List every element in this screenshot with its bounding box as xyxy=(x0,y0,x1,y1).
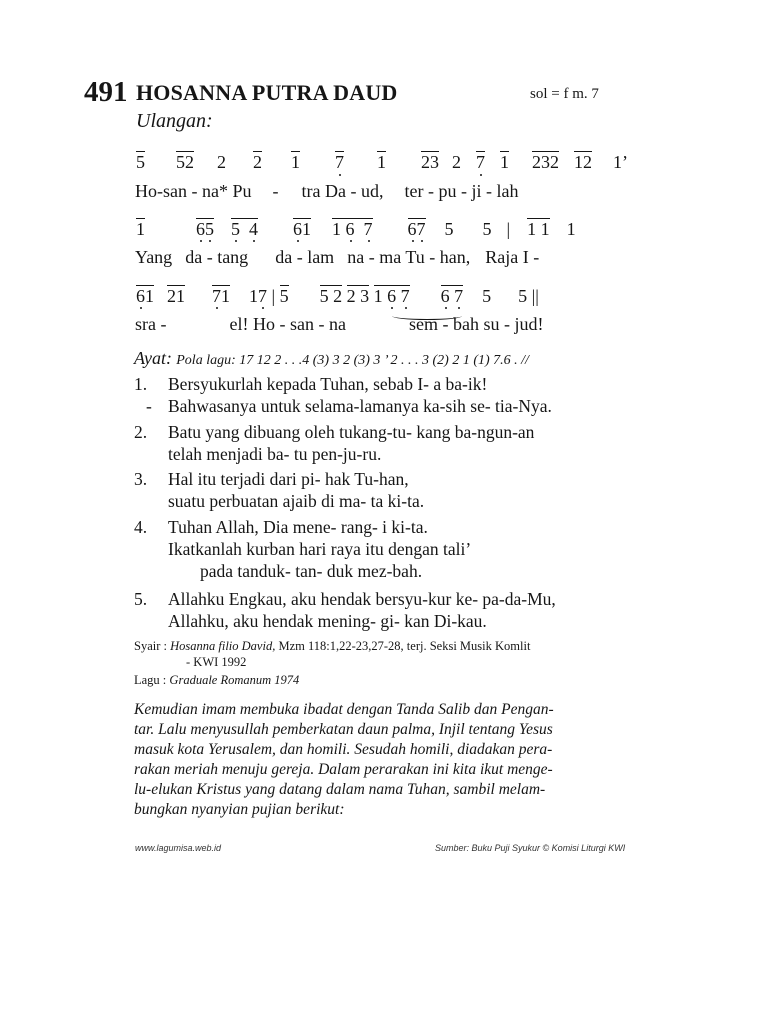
note: 1 xyxy=(136,219,145,239)
ayat-pattern: Pola lagu: 17 12 2 . . .4 (3) 3 2 (3) 3 ’ 2 . . . 3 (2) 2 1 (1) 7.6 . // xyxy=(176,353,529,368)
note: 1 xyxy=(373,286,383,306)
rubric-line: rakan meriah menuju gereja. Dalam perarakan ini kita ikut menge- xyxy=(134,761,553,778)
barline: | xyxy=(506,219,511,239)
hymn-title: HOSANNA PUTRA DAUD xyxy=(136,80,398,105)
lyric: - xyxy=(318,314,325,334)
note: 6 xyxy=(345,219,355,239)
verse-2 xyxy=(134,421,534,465)
lyric: tra xyxy=(301,181,321,201)
verse-text: Bahwasanya untuk selama-lamanya ka-sih se- tia-Nya. xyxy=(168,396,552,416)
lyric: - xyxy=(368,247,375,267)
refrain-notes-line-3 xyxy=(136,286,539,307)
note-group xyxy=(421,152,439,173)
note: 2 xyxy=(346,286,356,306)
rubric-line: masuk kota Yerusalem, dan homili. Sesudah homili, diadakan pera- xyxy=(134,741,553,758)
note: 2 xyxy=(217,152,226,172)
verse-line xyxy=(134,468,424,490)
verse-line xyxy=(134,395,552,417)
lyric: ji xyxy=(471,181,482,201)
verse-3 xyxy=(134,468,424,512)
note: 7 xyxy=(335,152,344,172)
note: 1 xyxy=(145,286,154,306)
refrain-lyrics-line-1 xyxy=(135,181,519,202)
note-group xyxy=(408,219,426,240)
lyric: - xyxy=(533,247,540,267)
lyric: lam xyxy=(307,247,335,267)
note-group xyxy=(441,286,464,307)
key-signature: sol = f m. 7 xyxy=(530,86,599,102)
verse-4 xyxy=(134,516,471,582)
note: 5 xyxy=(444,219,454,239)
note: 6 xyxy=(136,286,145,306)
lyric: Ho-san xyxy=(135,181,187,201)
lyric: - xyxy=(272,181,279,201)
note: 2 xyxy=(253,152,262,172)
note: 5 xyxy=(231,219,240,239)
lyric: na xyxy=(347,247,365,267)
verse-line: telah menjadi ba- tu pen-ju-ru. xyxy=(168,444,382,464)
lyric: - xyxy=(429,247,436,267)
credits-syair xyxy=(134,639,530,654)
note: 5 xyxy=(518,286,528,306)
note-group xyxy=(176,152,194,173)
lyric: Pu xyxy=(232,181,252,201)
note: 5 xyxy=(176,152,185,172)
note: 5 xyxy=(319,286,329,306)
note: 1’ xyxy=(613,152,628,172)
syair-source: Mzm 118:1,22-23,27-28, terj. Seksi Musik Komlit xyxy=(278,639,531,653)
note: 1 xyxy=(249,286,258,306)
note: 6 xyxy=(440,286,450,306)
lyric: ma xyxy=(379,247,402,267)
lyric: - xyxy=(206,247,213,267)
note: 2 xyxy=(167,286,176,306)
note: 7 xyxy=(258,286,267,306)
verse-number: 2. xyxy=(134,422,148,442)
note-group xyxy=(231,219,258,240)
note: 7 xyxy=(476,152,485,172)
lyric: I xyxy=(522,247,529,267)
verse-5 xyxy=(134,588,556,632)
verse-number: 1. xyxy=(134,374,148,394)
note-group xyxy=(212,286,230,307)
lyric: Yang xyxy=(135,247,173,267)
note: 5 xyxy=(482,286,492,306)
note: 6 xyxy=(293,219,302,239)
rubric-paragraph xyxy=(134,700,634,820)
lyric: ter xyxy=(404,181,424,201)
lyric: ud, xyxy=(361,181,384,201)
lyric: el! xyxy=(229,314,249,334)
footer-source: Sumber: Buku Puji Syukur © Komisi Liturgi KWI xyxy=(435,843,626,853)
note: 1 xyxy=(527,219,537,239)
lyric: - xyxy=(427,181,434,201)
note-group xyxy=(167,286,185,307)
lyric: - xyxy=(350,181,357,201)
rubric-line: bungkan nyanyian pujian berikut: xyxy=(134,801,345,818)
lyric: pu xyxy=(438,181,457,201)
note: 2 xyxy=(452,152,461,172)
note: 3 xyxy=(430,152,439,172)
lyric: Da xyxy=(325,181,346,201)
hymn-number: 491 xyxy=(84,76,128,108)
credits-lagu xyxy=(134,673,299,688)
verse-line xyxy=(134,588,556,610)
lyric: da xyxy=(185,247,203,267)
lyric: - xyxy=(160,314,167,334)
barline: | xyxy=(271,286,276,306)
lyric: jud! xyxy=(514,314,544,334)
note: 2 xyxy=(583,152,592,172)
verse-text: Batu yang dibuang oleh tukang-tu- kang ba-ngun-an xyxy=(168,422,535,442)
lyric: san xyxy=(289,314,314,334)
refrain-notes-line-1 xyxy=(136,152,628,173)
note: 1 xyxy=(332,219,341,239)
note: 5 xyxy=(205,219,214,239)
lyric: - xyxy=(191,181,198,201)
note: 1 xyxy=(377,152,386,172)
credits-syair-cont xyxy=(186,655,246,670)
final-barline: || xyxy=(531,286,539,306)
lyric: Ho xyxy=(252,314,275,334)
lyric: - xyxy=(296,247,303,267)
lyric: - xyxy=(504,314,510,334)
note-group: 232 xyxy=(532,152,559,172)
note: 1 xyxy=(566,219,576,239)
lyric: bah xyxy=(452,314,479,334)
rubric-line: Kemudian imam membuka ibadat dengan Tanda Salib dan Pengan- xyxy=(134,701,554,718)
verse-line xyxy=(134,516,471,538)
lyric: Tu xyxy=(405,247,425,267)
note-group xyxy=(136,286,154,307)
verse-line: suatu perbuatan ajaib di ma- ta ki-ta. xyxy=(168,491,425,511)
note: 6 xyxy=(196,219,205,239)
lyric: - xyxy=(486,181,492,201)
note-group xyxy=(196,219,214,240)
note: 7 xyxy=(400,286,410,306)
note: 7 xyxy=(363,219,373,239)
verse-text: Hal itu terjadi dari pi- hak Tu-han, xyxy=(168,469,409,489)
lyric: sra xyxy=(135,314,156,334)
syair-title: Hosanna filio David, xyxy=(170,639,276,653)
verse-1 xyxy=(134,373,552,417)
note: 7 xyxy=(416,219,426,239)
verse-line xyxy=(134,373,552,395)
lagu-year: 1974 xyxy=(274,673,300,687)
lyric: - xyxy=(442,314,449,334)
section-label-ulangan: Ulangan: xyxy=(136,110,213,132)
verse-mark: - xyxy=(146,396,152,416)
verse-number: 5. xyxy=(134,589,148,609)
note: 1 xyxy=(302,219,311,239)
note-group xyxy=(332,219,373,240)
note: 1 xyxy=(540,219,550,239)
lagu-label: Lagu : xyxy=(134,673,167,687)
verse-line: Ikatkanlah kurban hari raya itu dengan tali’ xyxy=(168,539,472,559)
note: 1 xyxy=(574,152,583,172)
refrain-notes-line-2 xyxy=(136,219,576,240)
lyric: sem xyxy=(408,314,438,334)
note: 2 xyxy=(421,152,430,172)
ayat-line xyxy=(134,348,529,369)
refrain-lyrics-line-2 xyxy=(135,247,539,268)
lyric: - xyxy=(279,314,286,334)
verse-line: Allahku, aku hendak mening- gi- kan Di-kau. xyxy=(168,611,487,631)
note: 5 xyxy=(482,219,492,239)
rubric-line: tar. Lalu menyusullah pemberkatan daun palma, Injil tentang Yesus xyxy=(134,721,553,738)
note-group xyxy=(527,219,550,240)
note: 1 xyxy=(500,152,509,172)
rubric-line: lu-elukan Kristus yang datang dalam nama Tuhan, sambil melam- xyxy=(134,781,546,798)
note: 7 xyxy=(454,286,464,306)
note: 2 xyxy=(185,152,194,172)
lyric: Raja xyxy=(485,247,519,267)
verse-text: Allahku Engkau, aku hendak bersyu-kur ke- pa-da-Mu, xyxy=(168,589,556,609)
ayat-label: Ayat: xyxy=(134,348,172,368)
note: 2 xyxy=(333,286,343,306)
note-group xyxy=(374,286,410,307)
note: 6 xyxy=(407,219,417,239)
lyric: na xyxy=(328,314,346,334)
footer-website: www.lagumisa.web.id xyxy=(135,843,222,853)
note-group xyxy=(320,286,343,307)
lyric: tang xyxy=(217,247,249,267)
note: 7 xyxy=(212,286,221,306)
lagu-title: Graduale Romanum xyxy=(169,673,272,687)
lyric: na* xyxy=(202,181,228,201)
verse-text: Tuhan Allah, Dia mene- rang- i ki-ta. xyxy=(168,517,428,537)
note: 5 xyxy=(279,286,289,306)
verse-number: 4. xyxy=(134,517,148,537)
refrain-lyrics-line-3 xyxy=(135,314,544,335)
lyric: lah xyxy=(496,181,519,201)
lyric: su xyxy=(483,314,500,334)
note: 1 xyxy=(291,152,300,172)
verse-line xyxy=(134,421,534,443)
note: 1 xyxy=(221,286,230,306)
lyric: - xyxy=(460,181,467,201)
lyric: han, xyxy=(439,247,471,267)
verse-line: pada tanduk- tan- duk mez-bah. xyxy=(200,561,423,581)
note-group xyxy=(574,152,592,173)
note: 4 xyxy=(249,219,258,239)
verse-text: Bersyukurlah kepada Tuhan, sebab I- a ba-ik! xyxy=(168,374,488,394)
note: 1 xyxy=(176,286,185,306)
note: 6 xyxy=(387,286,397,306)
syair-continuation: - KWI 1992 xyxy=(186,655,247,669)
syair-label: Syair : xyxy=(134,639,167,653)
note-group xyxy=(293,219,311,240)
note: 5 xyxy=(136,152,145,172)
note: 3 xyxy=(360,286,370,306)
verse-number: 3. xyxy=(134,469,148,489)
lyric: da xyxy=(275,247,293,267)
note-group xyxy=(347,286,370,307)
